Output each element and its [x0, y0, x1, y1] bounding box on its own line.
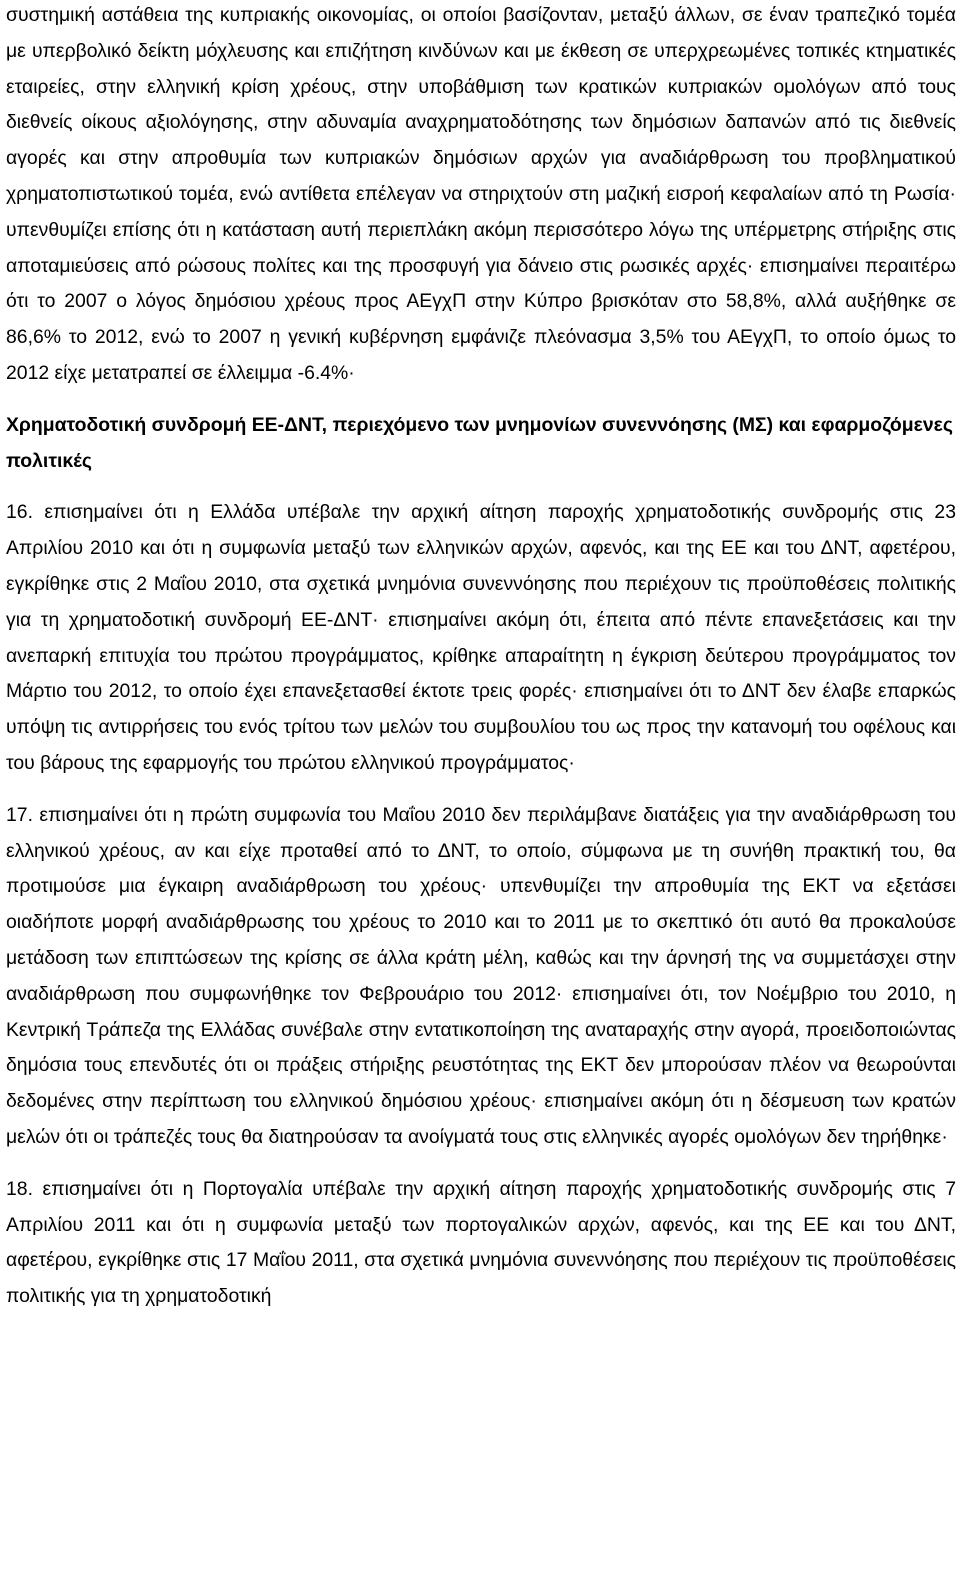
document-page — [6, 0, 956, 1315]
paragraph-text: επισημαίνει ότι η πρώτη συμφωνία του Μαΐου 2010 δεν περιλάμβανε διατάξεις για την αναδιάρθρωση του ελληνικού χρέους, αν και είχε προταθεί από το ΔΝΤ, το οποίο, σύμφωνα με τη συνήθη πρακτική του, θα προτιμούσε μια έγκαιρη αναδιάρθρωση του χρέους· υπενθυμίζει την απροθυμία της ΕΚΤ να εξετάσει οιαδήποτε μορφή αναδιάρθρωσης του χρέους το 2010 και το 2011 με το σκεπτικό ότι αυτό θα προκαλούσε μετάδοση των επιπτώσεων της κρίσης σε άλλα κράτη μέλη, καθώς και την άρνησή της να συμμετάσχει στην αναδιάρθρωση που συμφωνήθηκε τον Φεβρουάριο του 2012· επισημαίνει ότι, τον Νοέμβριο του 2010, η Κεντρική Τράπεζα της Ελλάδας συνέβαλε στην εντατικοποίηση της αναταραχής στην αγορά, προειδοποιώντας δημόσια τους επενδυτές ότι οι πράξεις στήριξης ρευστότητας της ΕΚΤ δεν μπορούσαν πλέον να θεωρούνται δεδομένες στην περίπτωση του ελληνικού δημόσιου χρέους· επισημαίνει ακόμη ότι η δέσμευση των κρατών μελών ότι οι τράπεζές τους θα διατηρούσαν τα ανοίγματά τους στις ελληνικές αγορές ομολόγων δεν τηρήθηκε· — [6, 803, 956, 1148]
paragraph-number: 17. — [6, 803, 33, 826]
section-heading: Χρηματοδοτική συνδρομή ΕΕ-ΔΝΤ, περιεχόμενο των μνημονίων συνεννόησης (ΜΣ) και εφαρμοζόμενες πολιτικές — [6, 413, 953, 472]
numbered-paragraph-16 — [6, 495, 956, 781]
numbered-paragraph-18 — [6, 1172, 956, 1315]
paragraph-number: 16. — [6, 501, 33, 524]
paragraph-text: επισημαίνει ότι η Πορτογαλία υπέβαλε την αρχική αίτηση παροχής χρηματοδοτικής συνδρομής στις 7 Απριλίου 2011 και ότι η συμφωνία μεταξύ των πορτογαλικών αρχών, αφενός, και της ΕΕ και του ΔΝΤ, αφετέρου, εγκρίθηκε στις 17 Μαΐου 2011, στα σχετικά μνημόνια συνεννόησης που περιέχουν τις προϋποθέσεις πολιτικής για τη χρηματοδοτική — [6, 1177, 956, 1308]
numbered-paragraph-17 — [6, 798, 956, 1156]
intro-paragraph: συστημική αστάθεια της κυπριακής οικονομίας, οι οποίοι βασίζονταν, μεταξύ άλλων, σε έναν τραπεζικό τομέα με υπερβολικό δείκτη μόχλευσης και επιζήτηση κινδύνων και με έκθεση σε υπερχρεωμένες τοπικές κτηματικές εταιρείες, στην ελληνική κρίση χρέους, στην υποβάθμιση των κρατικών κυπριακών ομολόγων από τους διεθνείς οίκους αξιολόγησης, στην αδυναμία αναχρηματοδότησης των δημόσιων δαπανών από τις διεθνείς αγορές και στην απροθυμία των κυπριακών δημόσιων αρχών για αναδιάρθρωση του προβληματικού χρηματοπιστωτικού τομέα, ενώ αντίθετα επέλεγαν να στηριχτούν στη μαζική εισροή κεφαλαίων από τη Ρωσία· υπενθυμίζει επίσης ότι η κατάσταση αυτή περιεπλάκη ακόμη περισσότερο λόγω της υπέρμετρης στήριξης στις αποταμιεύσεις από ρώσους πολίτες και της προσφυγή για δάνειο στις ρωσικές αρχές· επισημαίνει περαιτέρω ότι το 2007 ο λόγος δημόσιου χρέους προς ΑΕγχΠ στην Κύπρο βρισκόταν στο 58,8%, αλλά αυξήθηκε σε 86,6% το 2012, ενώ το 2007 η γενική κυβέρνηση εμφάνιζε πλεόνασμα 3,5% του ΑΕγχΠ, το οποίο όμως το 2012 είχε μετατραπεί σε έλλειμμα -6.4%· — [6, 4, 956, 384]
paragraph-text: επισημαίνει ότι η Ελλάδα υπέβαλε την αρχική αίτηση παροχής χρηματοδοτικής συνδρομής στις 23 Απριλίου 2010 και ότι η συμφωνία μεταξύ των ελληνικών αρχών, αφενός, και της ΕΕ και του ΔΝΤ, αφετέρου, εγκρίθηκε στις 2 Μαΐου 2010, στα σχετικά μνημόνια συνεννόησης που περιέχουν τις προϋποθέσεις πολιτικής για τη χρηματοδοτική συνδρομή ΕΕ-ΔΝΤ· επισημαίνει ακόμη ότι, έπειτα από πέντε επανεξετάσεις και την ανεπαρκή επιτυχία του πρώτου προγράμματος, κρίθηκε απαραίτητη η έγκριση δεύτερου προγράμματος τον Μάρτιο του 2012, το οποίο έχει επανεξετασθεί έκτοτε τρεις φορές· επισημαίνει ότι το ΔΝΤ δεν έλαβε επαρκώς υπόψη τις αντιρρήσεις του ενός τρίτου των μελών του συμβουλίου του ως προς την κατανομή του οφέλους και του βάρους της εφαρμογής του πρώτου ελληνικού προγράμματος· — [6, 501, 957, 774]
paragraph-number: 18. — [6, 1177, 33, 1200]
